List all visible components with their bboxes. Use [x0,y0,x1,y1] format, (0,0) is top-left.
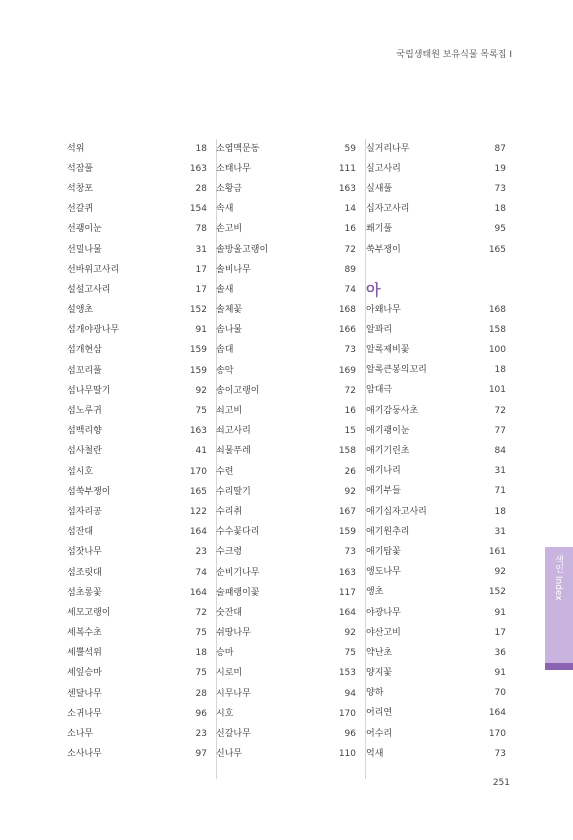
entry-name: 쇠고비 [216,406,243,417]
entry-name: 신갈나무 [216,729,251,740]
section-heading-a: 아 [366,281,381,300]
entry-page: 111 [338,163,356,174]
entry-name: 애기괭이눈 [366,425,410,436]
index-entry [366,462,506,482]
entry-name: 숫잔대 [216,607,243,618]
index-entry [216,644,356,664]
entry-name: 억새 [366,748,384,759]
entry-name: 섬백리향 [67,426,102,437]
entry-name: 석잠풀 [67,163,94,174]
entry-name: 설앵초 [67,305,94,316]
index-entry [216,583,356,603]
entry-page: 164 [488,708,506,719]
index-entry [216,200,356,220]
entry-page: 163 [338,183,356,194]
entry-page: 96 [344,729,356,740]
index-entry [366,441,506,461]
entry-page: 166 [338,325,356,336]
entry-page: 97 [195,749,207,760]
index-entry [216,603,356,623]
entry-name: 섬사철란 [67,446,102,457]
entry-name: 암대극 [366,385,393,396]
entry-name: 쇠고사리 [216,426,251,437]
index-entry [366,623,506,643]
index-column-1 [67,139,207,765]
entry-page: 17 [195,264,207,275]
entry-name: 수리취 [216,506,243,517]
index-entry [366,381,506,401]
entry-page: 122 [189,506,207,517]
index-entry [366,401,506,421]
entry-page: 15 [344,426,356,437]
entry-page: 16 [344,224,356,235]
entry-name: 야산고비 [366,627,401,638]
page-number: 251 [492,778,510,788]
entry-page: 28 [195,688,207,699]
entry-page: 91 [494,668,506,679]
entry-page: 87 [494,143,506,154]
index-entry [67,724,207,744]
entry-page: 92 [195,385,207,396]
index-entry [67,179,207,199]
entry-page: 170 [488,728,506,739]
entry-name: 실거리나무 [366,143,410,154]
index-entry [216,159,356,179]
entry-page: 73 [494,748,506,759]
index-entry [216,664,356,684]
index-entry [216,341,356,361]
entry-page: 154 [189,204,207,215]
entry-page: 75 [195,668,207,679]
entry-name: 센달나무 [67,688,102,699]
index-entry [366,300,506,320]
entry-name: 소황금 [216,183,243,194]
index-entry [366,542,506,562]
entry-page: 28 [195,183,207,194]
entry-page: 59 [344,143,356,154]
entry-name: 세뿔석위 [67,648,102,659]
entry-name: 설설고사리 [67,284,111,295]
index-entry [216,401,356,421]
entry-page: 169 [338,365,356,376]
index-entry [366,240,506,260]
entry-page: 164 [189,527,207,538]
entry-page: 74 [195,567,207,578]
index-entry [67,745,207,765]
index-column-3 [366,139,506,764]
entry-page: 167 [338,506,356,517]
entry-page: 23 [195,547,207,558]
index-entry [366,664,506,684]
entry-name: 알록큰봉의꼬리 [366,365,427,376]
entry-name: 솔비나무 [216,264,251,275]
index-entry [67,664,207,684]
index-entry [366,361,506,381]
index-entry [216,704,356,724]
index-entry [366,583,506,603]
entry-page: 164 [189,587,207,598]
entry-name: 애기탑꽃 [366,546,401,557]
entry-name: 어리연 [366,708,393,719]
entry-page: 17 [195,284,207,295]
entry-page: 117 [338,587,356,598]
index-entry [67,543,207,563]
index-entry [67,462,207,482]
entry-page: 165 [488,244,506,255]
index-entry [366,684,506,704]
entry-page: 73 [344,345,356,356]
entry-name: 알록제비꽃 [366,345,410,356]
entry-page: 75 [195,628,207,639]
entry-name: 솜대 [216,345,234,356]
entry-name: 실고사리 [366,163,401,174]
section-gap [366,260,506,280]
entry-name: 시호 [216,708,234,719]
entry-page: 17 [494,627,506,638]
entry-page: 18 [494,365,506,376]
entry-page: 31 [494,526,506,537]
entry-name: 섬초롱꽃 [67,587,102,598]
entry-name: 손고비 [216,224,243,235]
entry-name: 선괭이눈 [67,224,102,235]
index-entry [366,704,506,724]
entry-name: 세잎승마 [67,668,102,679]
entry-page: 92 [494,567,506,578]
index-entry [366,159,506,179]
entry-name: 섬조릿대 [67,567,102,578]
entry-page: 89 [344,264,356,275]
entry-name: 앵도나무 [366,567,401,578]
entry-name: 솜나물 [216,325,243,336]
index-entry [67,321,207,341]
entry-page: 94 [344,688,356,699]
entry-page: 91 [494,607,506,618]
index-entry [366,643,506,663]
entry-page: 75 [344,648,356,659]
index-entry [67,220,207,240]
index-entry [216,301,356,321]
entry-name: 섬자리공 [67,506,102,517]
index-entry [216,523,356,543]
index-entry [67,139,207,159]
entry-page: 72 [195,607,207,618]
entry-name: 어수리 [366,728,393,739]
entry-name: 수크령 [216,547,243,558]
index-entry [216,724,356,744]
entry-name: 선갈퀴 [67,204,94,215]
index-entry [67,644,207,664]
entry-page: 164 [338,607,356,618]
entry-name: 애기나리 [366,466,401,477]
index-entry [366,502,506,522]
entry-name: 섬나무딸기 [67,385,111,396]
index-entry [216,624,356,644]
entry-page: 31 [195,244,207,255]
entry-name: 수수꽃다리 [216,527,260,538]
entry-page: 18 [494,506,506,517]
entry-name: 알꽈리 [366,324,393,335]
entry-name: 선바위고사리 [67,264,120,275]
index-entry [67,381,207,401]
entry-page: 152 [189,305,207,316]
entry-name: 송이고랭이 [216,385,260,396]
index-entry [216,260,356,280]
entry-page: 18 [195,143,207,154]
entry-page: 158 [338,446,356,457]
entry-name: 솔새 [216,284,234,295]
index-entry [216,543,356,563]
entry-name: 양지꽃 [366,668,393,679]
entry-name: 솔체꽃 [216,305,243,316]
entry-name: 솔방울고랭이 [216,244,269,255]
index-entry [67,482,207,502]
index-entry [216,139,356,159]
entry-page: 158 [488,324,506,335]
entry-name: 쇠물푸레 [216,446,251,457]
entry-name: 섬꼬리풀 [67,365,102,376]
index-entry [366,220,506,240]
entry-page: 36 [494,647,506,658]
running-header: 국립생태원 보유식물 목록집 Ⅰ [396,50,512,60]
entry-page: 163 [189,163,207,174]
entry-page: 96 [195,708,207,719]
entry-page: 75 [195,406,207,417]
entry-page: 14 [344,204,356,215]
index-entry [67,442,207,462]
entry-page: 31 [494,466,506,477]
entry-page: 77 [494,425,506,436]
index-entry [216,179,356,199]
index-entry [67,704,207,724]
entry-name: 섬잔대 [67,527,94,538]
entry-page: 73 [344,547,356,558]
index-entry [216,321,356,341]
entry-page: 163 [189,426,207,437]
index-entry [67,563,207,583]
entry-name: 소나무 [67,729,94,740]
entry-page: 26 [344,466,356,477]
entry-page: 92 [344,628,356,639]
index-entry [216,684,356,704]
index-entry [366,522,506,542]
entry-page: 72 [344,385,356,396]
entry-name: 실새풀 [366,183,393,194]
entry-page: 73 [494,183,506,194]
index-entry [366,341,506,361]
entry-name: 소귀나무 [67,708,102,719]
entry-name: 송악 [216,365,234,376]
entry-name: 섬시호 [67,466,94,477]
entry-name: 시무나무 [216,688,251,699]
index-entry [216,745,356,765]
entry-page: 72 [344,244,356,255]
entry-page: 152 [488,587,506,598]
entry-page: 110 [338,749,356,760]
entry-page: 95 [494,224,506,235]
index-entry [366,200,506,220]
index-entry [366,563,506,583]
entry-name: 쐐기풀 [366,224,393,235]
entry-page: 74 [344,284,356,295]
entry-page: 19 [494,163,506,174]
index-entry [67,583,207,603]
index-entry [67,523,207,543]
index-entry [67,200,207,220]
index-entry [366,603,506,623]
entry-page: 41 [195,446,207,457]
entry-page: 101 [488,385,506,396]
entry-page: 18 [494,204,506,215]
entry-name: 순비기나무 [216,567,260,578]
index-entry [366,724,506,744]
index-entry [216,502,356,522]
entry-name: 야광나무 [366,607,401,618]
index-entry [366,320,506,340]
entry-page: 159 [189,365,207,376]
side-tab-label: 색인 Index [553,555,563,601]
entry-page: 159 [338,527,356,538]
entry-page: 72 [494,405,506,416]
index-entry [366,482,506,502]
entry-page: 78 [195,224,207,235]
entry-page: 168 [488,304,506,315]
entry-name: 속새 [216,204,234,215]
entry-name: 양하 [366,688,384,699]
entry-page: 84 [494,446,506,457]
index-entry [216,563,356,583]
index-entry [67,684,207,704]
index-entry [67,502,207,522]
entry-name: 섬잣나무 [67,547,102,558]
index-entry [216,361,356,381]
entry-page: 170 [189,466,207,477]
index-entry [366,744,506,764]
entry-name: 아왜나무 [366,304,401,315]
index-entry [67,361,207,381]
index-entry [216,482,356,502]
index-entry [67,240,207,260]
entry-name: 섬개야광나무 [67,325,120,336]
entry-name: 시로미 [216,668,243,679]
entry-page: 92 [344,486,356,497]
entry-page: 71 [494,486,506,497]
entry-name: 석창포 [67,183,94,194]
entry-name: 소태나무 [216,163,251,174]
side-tab-accent [545,663,573,670]
entry-name: 세복수초 [67,628,102,639]
entry-name: 소엽맥문동 [216,143,260,154]
entry-page: 165 [189,486,207,497]
index-entry [216,462,356,482]
entry-name: 신나무 [216,749,243,760]
entry-name: 소사나무 [67,749,102,760]
index-entry [67,624,207,644]
entry-name: 선밀나물 [67,244,102,255]
entry-name: 애기십자고사리 [366,506,427,517]
entry-name: 쉬땅나무 [216,628,251,639]
entry-page: 23 [195,729,207,740]
entry-page: 91 [195,325,207,336]
entry-name: 애기부들 [366,486,401,497]
entry-name: 앵초 [366,587,384,598]
entry-name: 수련 [216,466,234,477]
index-entry [216,381,356,401]
entry-name: 약난초 [366,647,393,658]
entry-name: 수리딸기 [216,486,251,497]
index-entry [67,260,207,280]
entry-name: 애기기린초 [366,446,410,457]
entry-page: 159 [189,345,207,356]
index-entry [216,280,356,300]
index-side-tab [545,547,573,670]
entry-page: 153 [338,668,356,679]
entry-name: 애기원추리 [366,526,410,537]
index-entry [67,422,207,442]
entry-page: 100 [488,345,506,356]
entry-page: 168 [338,305,356,316]
entry-page: 18 [195,648,207,659]
index-entry [216,442,356,462]
index-entry [67,401,207,421]
entry-name: 섬개현삼 [67,345,102,356]
index-entry [216,220,356,240]
index-entry [216,422,356,442]
index-column-2 [216,139,356,765]
entry-name: 승마 [216,648,234,659]
entry-name: 세모고랭이 [67,607,111,618]
index-entry [366,421,506,441]
entry-page: 163 [338,567,356,578]
index-entry [67,159,207,179]
entry-page: 170 [338,708,356,719]
index-entry [67,603,207,623]
index-entry [67,341,207,361]
index-entry [366,139,506,159]
entry-name: 섬노루귀 [67,406,102,417]
index-entry [366,179,506,199]
index-entry [67,301,207,321]
entry-name: 애기감둥사초 [366,405,419,416]
entry-page: 16 [344,406,356,417]
entry-name: 섬쑥부쟁이 [67,486,111,497]
entry-page: 70 [494,688,506,699]
entry-name: 쑥부쟁이 [366,244,401,255]
entry-name: 십자고사리 [366,204,410,215]
entry-name: 석위 [67,143,85,154]
entry-page: 161 [488,546,506,557]
index-entry [67,280,207,300]
entry-name: 술패랭이꽃 [216,587,260,598]
index-entry [216,240,356,260]
